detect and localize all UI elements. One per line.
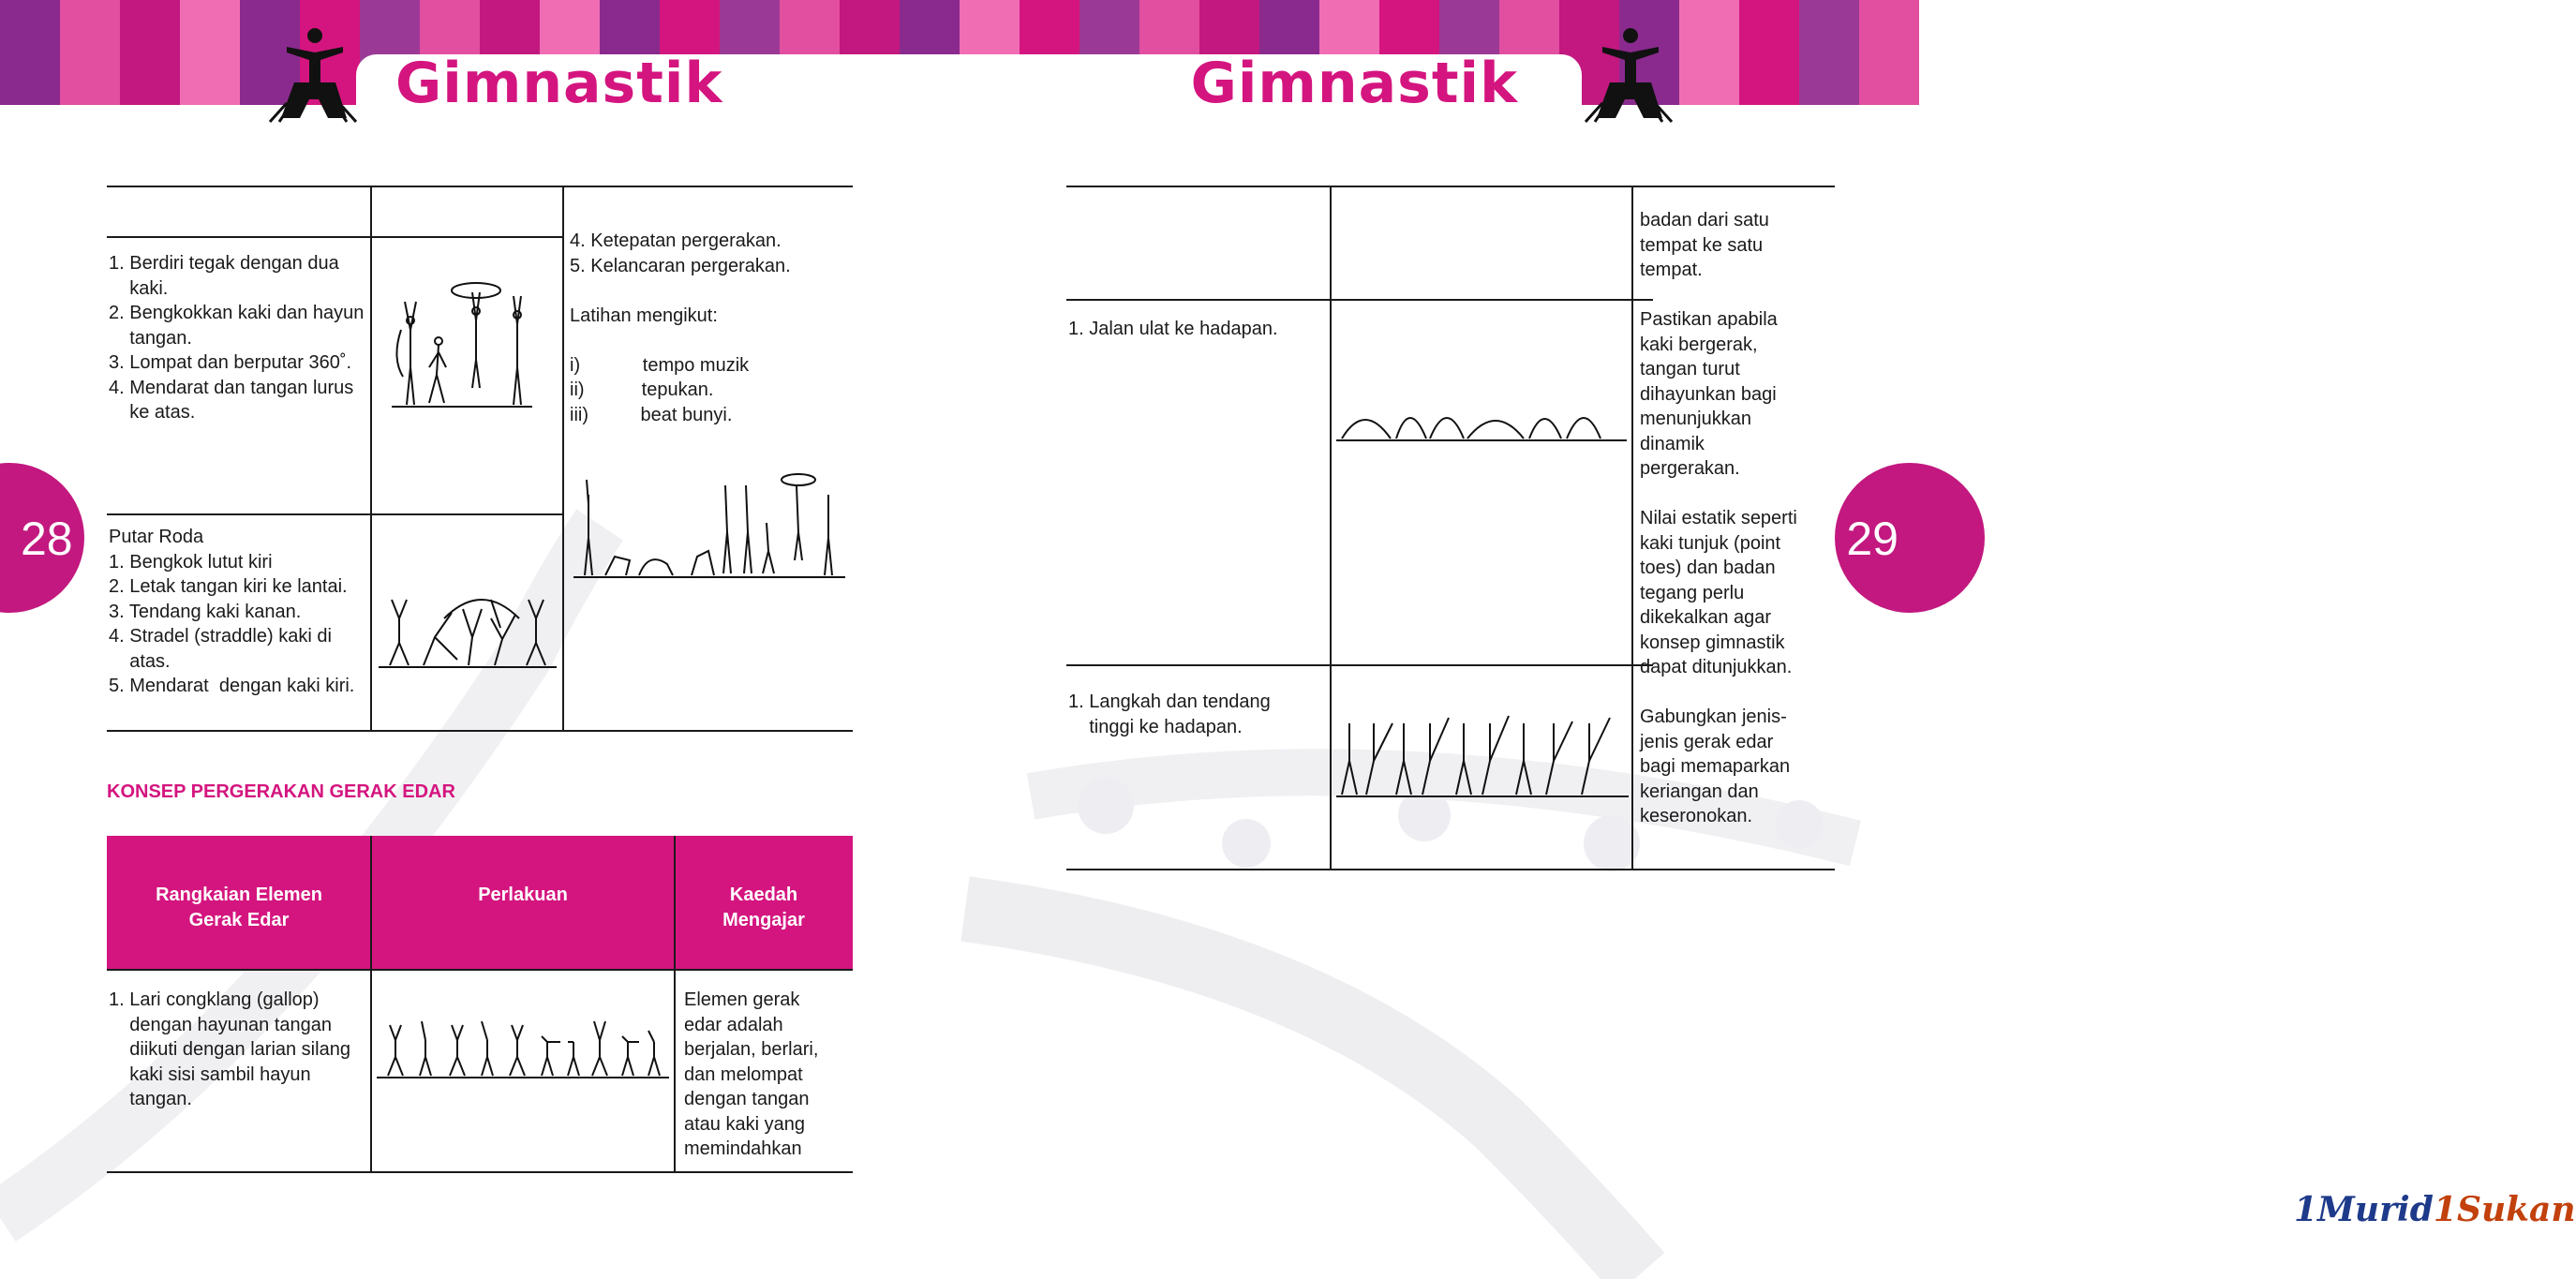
- table-divider: [1330, 186, 1332, 870]
- gymnast-pyramid-icon: [266, 24, 360, 127]
- method-top-text: badan dari satu tempat ke satu tempat.: [1640, 210, 1769, 280]
- header-method: Kaedah Mengajar: [722, 885, 805, 930]
- cartwheel-illustration: [379, 590, 557, 669]
- table-rule: [1066, 664, 1653, 666]
- gallop-method-text: Elemen gerak edar adalah berjalan, berlari, dan melompat dengan tangan atau kaki yang memindahkan: [684, 989, 819, 1159]
- table-rule: [107, 236, 564, 238]
- section-heading: KONSEP PERGERAKAN GERAK EDAR: [107, 781, 455, 802]
- table-rule: [107, 513, 564, 515]
- step-kick-illustration: [1336, 705, 1629, 798]
- method-middle-text: Pastikan apabila kaki bergerak, tangan turut dihayunkan bagi menunjukkan dinamik pergerakan. Nilai estatik seperti kaki tunjuk (point toes) dan badan tegang perlu dikekalkan agar konsep gimnastik dapat ditunjukkan.: [1640, 309, 1797, 677]
- brand-part-1: 1Murid: [2294, 1190, 2434, 1229]
- page-number: 29: [1846, 513, 1898, 565]
- jump-turn-illustration: [392, 274, 532, 414]
- step-kick-text: 1. Langkah dan tendang tinggi ke hadapan.: [1068, 692, 1271, 737]
- brand-part-2: 1Sukan: [2433, 1190, 2576, 1229]
- page-title: Gimnastik: [1190, 51, 1518, 116]
- jump-turn-steps: 1. Berdiri tegak dengan dua kaki. 2. Bengkokkan kaki dan hayun tangan. 3. Lompat dan berputar 360˚. 4. Mendarat dan tangan lurus ke atas.: [109, 253, 365, 423]
- table-divider: [562, 186, 564, 731]
- gymnast-pyramid-icon: [1582, 24, 1675, 127]
- header-perlakuan: Perlakuan: [478, 885, 568, 905]
- caterpillar-walk-text: 1. Jalan ulat ke hadapan.: [1068, 319, 1278, 339]
- table-divider: [370, 186, 372, 731]
- table-rule: [107, 186, 853, 187]
- caterpillar-walk-illustration: [1336, 394, 1627, 442]
- gallop-illustration: [377, 1012, 669, 1079]
- table-rule: [107, 969, 853, 971]
- roll-jump-sequence-illustration: [573, 467, 845, 581]
- table-rule: [107, 730, 853, 732]
- page-number: 28: [21, 513, 73, 565]
- brand-logo: [2294, 1190, 2576, 1229]
- right-page: [960, 0, 2576, 1279]
- table-divider: [1631, 186, 1633, 870]
- method-bottom-text: Gabungkan jenis- jenis gerak edar bagi memaparkan keriangan dan keseronokan.: [1640, 706, 1791, 826]
- table-rule: [107, 1171, 853, 1173]
- gallop-element-text: 1. Lari congklang (gallop) dengan hayunan tangan diikuti dengan larian silang kaki sisi sambil hayun tangan.: [109, 989, 350, 1109]
- table-rule: [1066, 869, 1835, 870]
- assessment-notes: 4. Ketepatan pergerakan. 5. Kelancaran pergerakan. Latihan mengikut: i) tempo muzik ii) tepukan. iii) beat bunyi.: [570, 231, 791, 425]
- table-rule: [1066, 299, 1653, 301]
- left-page: [0, 0, 960, 1279]
- table-rule: [1066, 186, 1835, 187]
- page-title: Gimnastik: [395, 51, 723, 116]
- header-elements: Rangkaian Elemen Gerak Edar: [156, 885, 322, 930]
- cartwheel-steps: Putar Roda 1. Bengkok lutut kiri 2. Letak tangan kiri ke lantai. 3. Tendang kaki kanan. 4. Stradel (straddle) kaki di atas. 5. Mendarat dengan kaki kiri.: [109, 527, 355, 696]
